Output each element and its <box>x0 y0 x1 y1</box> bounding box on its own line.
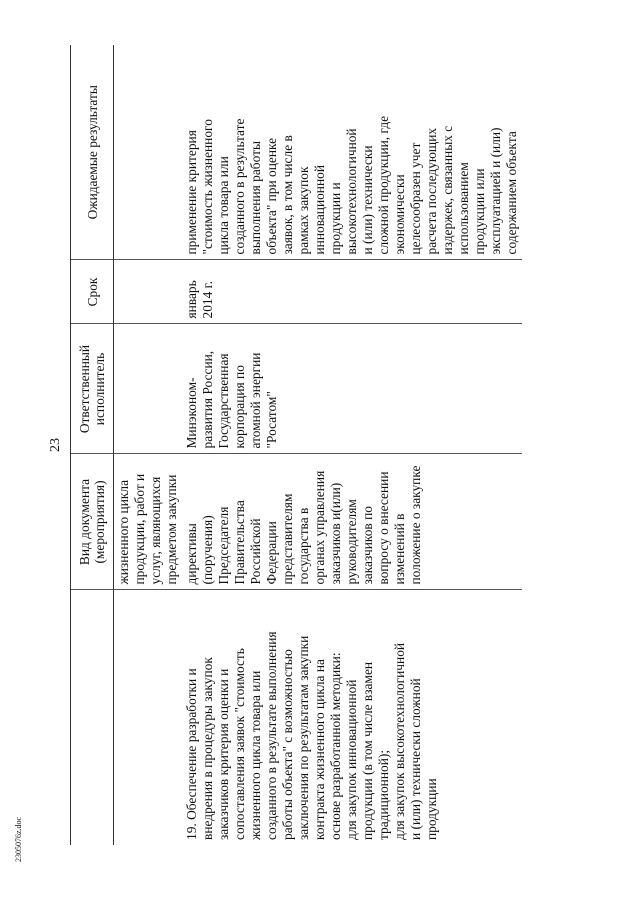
header-responsible: Ответственный исполнитель <box>71 324 114 454</box>
table-row-continuation <box>114 45 183 845</box>
document-id-footer: 2305076z.doc <box>14 816 23 862</box>
header-expected-results: Ожидаемые результаты <box>71 45 114 260</box>
action-plan-table <box>70 45 522 845</box>
cont-cell-responsible <box>114 324 183 454</box>
row-19-document-type: директивы (поручения) Председателя Правительства Российской Федерации представителям государства в органах управления заказчиков и(или) руководителям заказчиков по вопросу о внесении изменений в положение о закупке <box>182 454 522 590</box>
page-number: 23 <box>48 438 63 452</box>
row-19-deadline: январь 2014 г. <box>182 260 522 324</box>
row-19-activity: 19. Обеспечение разработки и внедрения в процедуры закупок заказчиков критерия оценки и сопоставления заявок "стоимость жизненного цикла товара или созданного в результате выполнения работы объекта" с возможностью заключения по результатам закупки контракта жизненного цикла на основе разработанной методики: для закупок инновационной продукции (в том числе взамен традиционной); для закупок высокотехнологичной и (или) технически сложной продукции <box>184 631 439 840</box>
cont-cell-document-type: жизненного цикла продукции, работ и услуг, являющихся предметом закупки <box>114 454 183 590</box>
table-row-19 <box>182 45 522 845</box>
cont-cell-results <box>114 45 183 260</box>
header-col-1 <box>71 590 114 845</box>
header-document-type: Вид документа (мероприятия) <box>71 454 114 590</box>
table-header-row <box>71 45 114 845</box>
cont-cell-deadline <box>114 260 183 324</box>
row-19-responsible: Минэконом- развития России, Государственная корпорация по атомной энергии "Росатом" <box>182 324 522 454</box>
rotated-page <box>40 45 600 845</box>
cont-cell-1 <box>114 590 183 845</box>
row-19-expected-results: применение критерия "стоимость жизненного цикла товара или созданного в результате выполнения работы объекта" при оценке заявок, в том числе в рамках закупок инновационной продукции и высокотехнологичной и (или) технически сложной продукции, где экономически целесообразен учет расчета последующих издержек, связанных с использованием продукции или эксплуатацией и (или) содержанием объекта <box>182 45 522 260</box>
header-deadline: Срок <box>71 260 114 324</box>
